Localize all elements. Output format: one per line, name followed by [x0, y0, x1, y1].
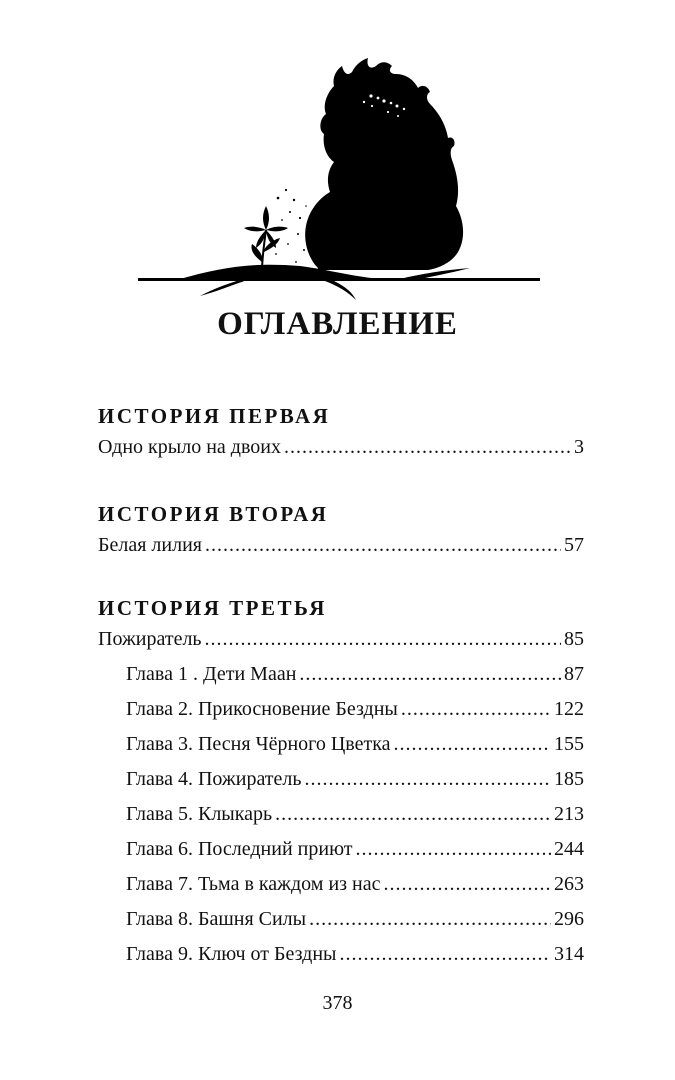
- flower-icon: [244, 206, 288, 248]
- chapter-page: 122: [554, 698, 584, 720]
- toc-entry[interactable]: [98, 530, 584, 560]
- chapter-page: 185: [554, 768, 584, 790]
- chapter-page: 155: [554, 733, 584, 755]
- chapter-title: Глава 6. Последний приют: [126, 838, 353, 860]
- dot-leader: [205, 624, 561, 654]
- chapter-page: 87: [564, 663, 584, 685]
- chapter-entry-8[interactable]: [126, 904, 584, 934]
- chapter-title: Глава 4. Пожиратель: [126, 768, 302, 790]
- chapter-page: 244: [554, 838, 584, 860]
- chapter-entry-6[interactable]: [126, 834, 584, 864]
- dot-leader: [356, 834, 552, 864]
- chapter-entry-1[interactable]: [126, 659, 584, 689]
- chapter-title: Глава 3. Песня Чёрного Цветка: [126, 733, 391, 755]
- section-heading-3: ИСТОРИЯ ТРЕТЬЯ: [98, 596, 327, 620]
- creature-silhouette: [305, 58, 463, 270]
- dot-leader: [299, 659, 561, 689]
- toc-entry[interactable]: [98, 624, 584, 654]
- entry-page: 3: [574, 436, 584, 458]
- chapter-page: 263: [554, 873, 584, 895]
- chapter-page: 314: [554, 943, 584, 965]
- chapter-entry-5[interactable]: [126, 799, 584, 829]
- entry-title: Одно крыло на двоих: [98, 436, 281, 458]
- chapter-entry-4[interactable]: [126, 764, 584, 794]
- page-number: 378: [322, 992, 353, 1014]
- entry-page: 85: [564, 628, 584, 650]
- section-heading-2: ИСТОРИЯ ВТОРАЯ: [98, 502, 329, 526]
- dot-leader: [305, 764, 551, 794]
- chapter-entry-2[interactable]: [126, 694, 584, 724]
- chapter-title: Глава 8. Башня Силы: [126, 908, 307, 930]
- dot-leader: [394, 729, 551, 759]
- dot-leader: [401, 694, 551, 724]
- chapter-title: Глава 2. Прикосновение Бездны: [126, 698, 398, 720]
- chapter-title: Глава 5. Клыкарь: [126, 803, 273, 825]
- dot-leader: [205, 530, 561, 560]
- dot-leader: [309, 904, 551, 934]
- entry-page: 57: [564, 534, 584, 556]
- entry-title: Пожиратель: [98, 628, 202, 650]
- dot-leader: [275, 799, 551, 829]
- chapter-entry-9[interactable]: [126, 939, 584, 969]
- toc-entry[interactable]: [98, 432, 584, 462]
- dot-leader: [384, 869, 551, 899]
- section-heading-1: ИСТОРИЯ ПЕРВАЯ: [98, 404, 331, 428]
- chapter-title: Глава 7. Тьма в каждом из нас: [126, 873, 381, 895]
- chapter-entry-3[interactable]: [126, 729, 584, 759]
- dot-leader: [284, 432, 571, 462]
- dot-leader: [339, 939, 551, 969]
- chapter-title: Глава 9. Ключ от Бездны: [126, 943, 337, 965]
- chapter-title: Глава 1 . Дети Маан: [126, 663, 297, 685]
- entry-title: Белая лилия: [98, 534, 202, 556]
- chapter-entry-7[interactable]: [126, 869, 584, 899]
- chapter-page: 213: [554, 803, 584, 825]
- creature-flower-illustration: [0, 30, 675, 305]
- chapter-page: 296: [554, 908, 584, 930]
- page-title: ОГЛАВЛЕНИЕ: [217, 306, 458, 342]
